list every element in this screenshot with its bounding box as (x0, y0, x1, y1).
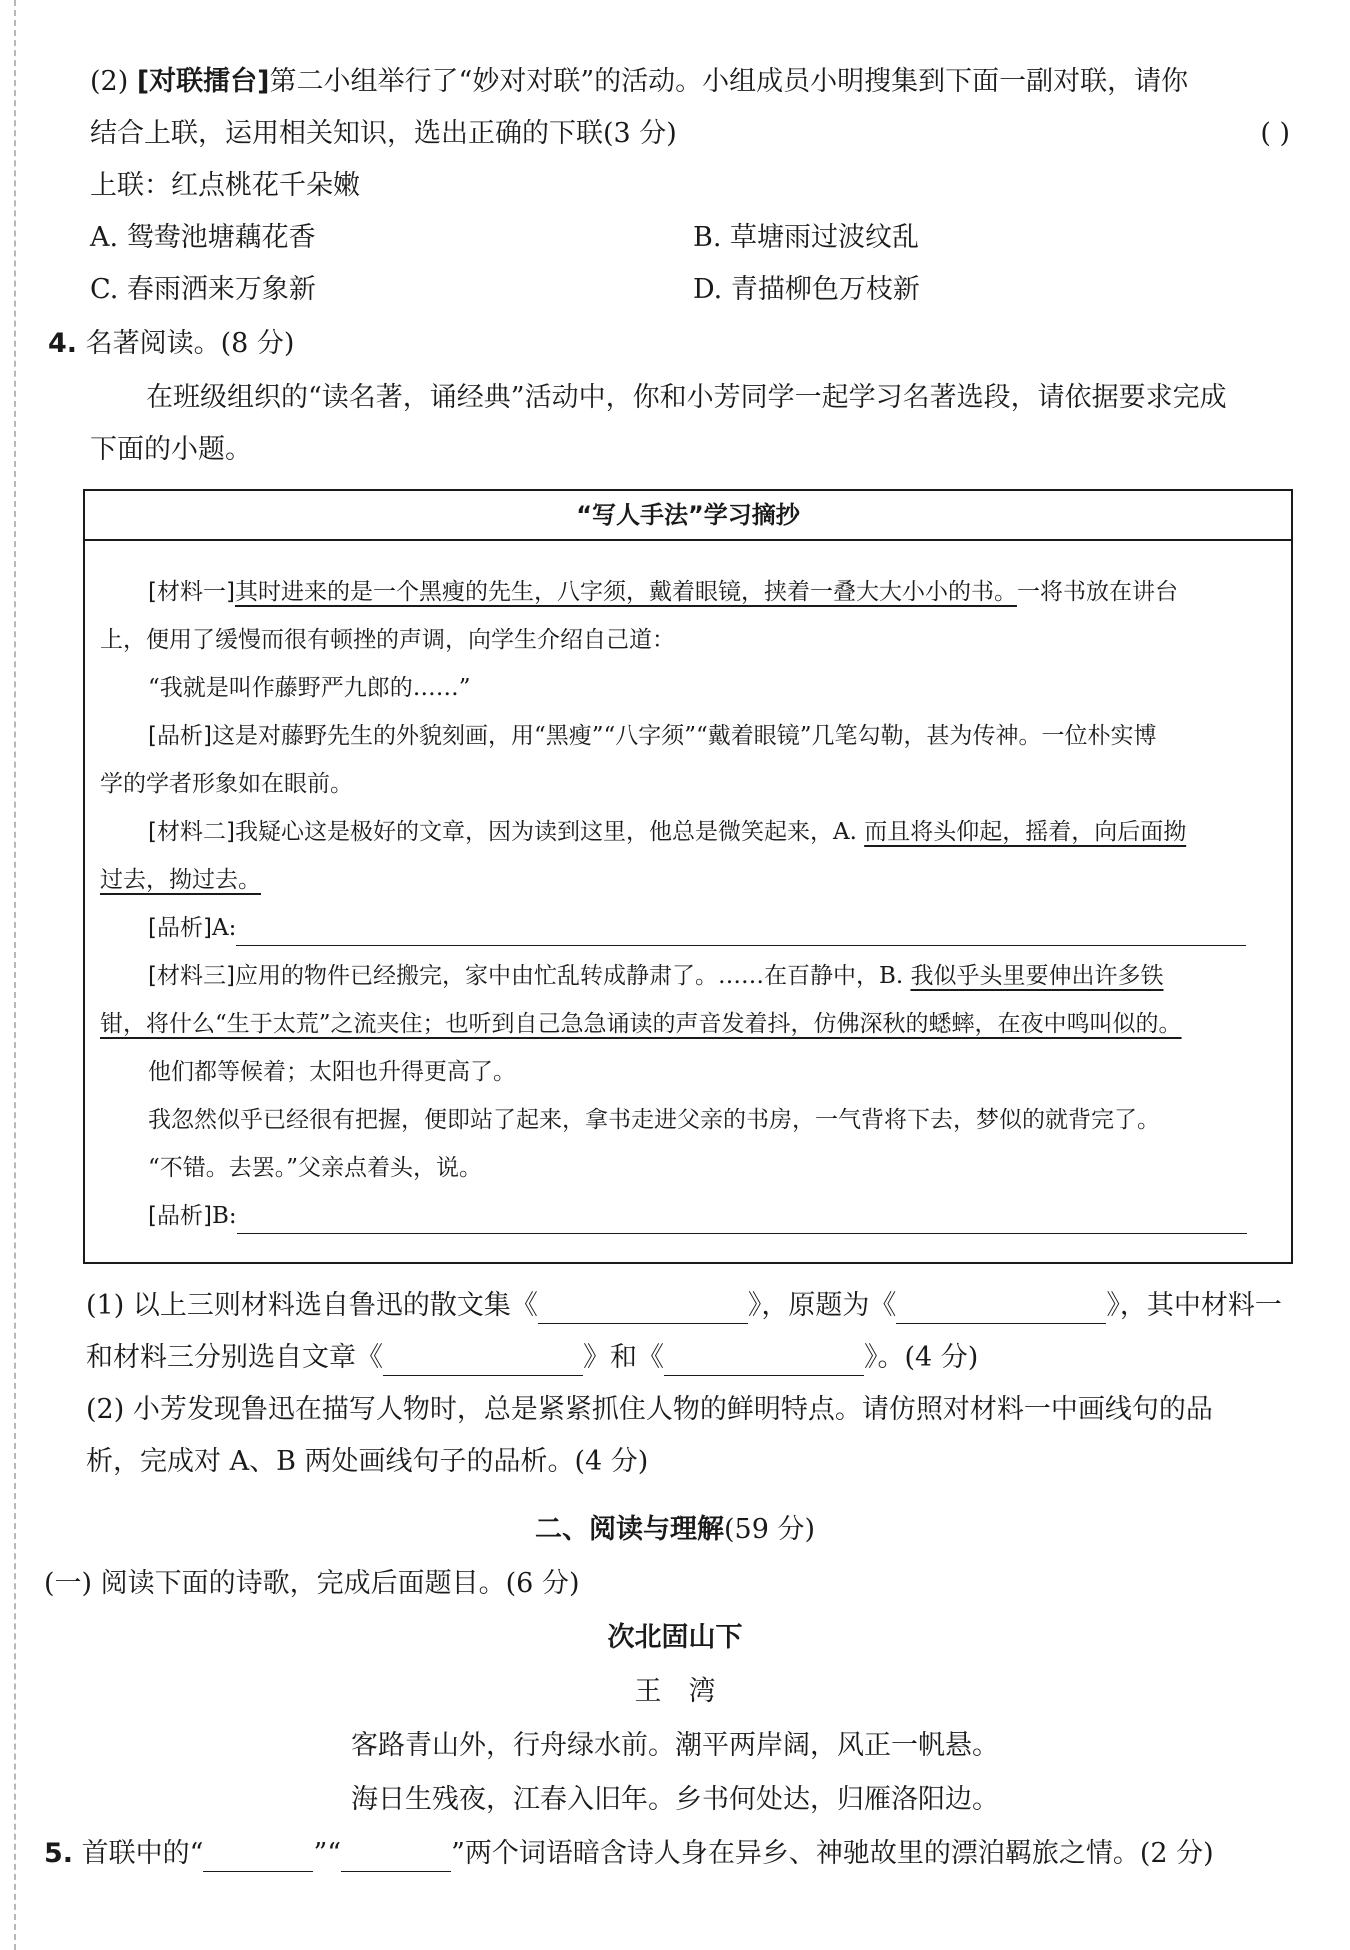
excerpt-box-title: “写人手法”学习摘抄 (85, 491, 1291, 541)
option-a: A. 鸳鸯池塘藕花香 (90, 222, 316, 253)
q5-blank-1[interactable] (203, 1843, 313, 1872)
material-3-line1: [材料三]应用的物件已经搬完，家中由忙乱转成静肃了。……在百静中，B. 我似乎头里要伸出许多铁 (148, 963, 1164, 989)
material-3-line4: 我忽然似乎已经很有把握，便即站了起来，拿书走进父亲的书房，一气背将下去，梦似的就背完了。 (148, 1107, 1160, 1133)
poem-line-2: 海日生残夜，江春入旧年。乡书何处达，归雁洛阳边。 (351, 1784, 999, 1815)
option-d: D. 青描柳色万枝新 (693, 274, 920, 305)
q4-sub1-line1: (1) 以上三则材料选自鲁迅的散文集《 》，原题为《 》，其中材料一 (86, 1288, 1282, 1324)
material-3-line3: 他们都等候着；太阳也升得更高了。 (148, 1059, 516, 1085)
material-1-underlined: 其时进来的是一个黑瘦的先生，八字须，戴着眼镜，挟着一叠大大小小的书。 (234, 579, 1017, 605)
material-2-line1: [材料二]我疑心这是极好的文章，因为读到这里，他总是微笑起来，A. 而且将头仰起，摇着，向后面拗 (148, 819, 1187, 845)
analysis-b-answer-line[interactable] (237, 1205, 1247, 1234)
material-1-line3: “我就是叫作藤野严九郎的……” (148, 675, 471, 701)
collection-title-blank[interactable] (538, 1295, 748, 1324)
q4-sub2-line2: 析，完成对 A、B 两处画线句子的品析。(4 分) (86, 1446, 649, 1477)
q4-sub2-line1: (2) 小芳发现鲁迅在描写人物时，总是紧紧抓住人物的鲜明特点。请仿照对材料一中画线句的品 (86, 1394, 1213, 1425)
material-3-tag: [材料三] (148, 963, 235, 989)
upper-couplet: 上联：红点桃花千朵嫩 (90, 170, 360, 201)
analysis-b-row: [品析]B: (148, 1198, 1247, 1234)
answer-paren: ( ) (1260, 118, 1290, 149)
material-1-tag: [材料一] (148, 579, 235, 605)
q4-intro-line1: 在班级组织的“读名著，诵经典”活动中，你和小芳同学一起学习名著选段，请依据要求完成 (146, 382, 1227, 413)
section-2-heading: 二、阅读与理解(59 分) (534, 1514, 815, 1545)
original-title-blank[interactable] (896, 1295, 1106, 1324)
section-2-part-1: (一) 阅读下面的诗歌，完成后面题目。(6 分) (44, 1568, 580, 1599)
question-number: 4. (48, 328, 78, 359)
binding-margin-line (14, 0, 16, 1950)
couplet-tag: [对联擂台] (136, 66, 270, 97)
material-2-line2: 过去，拗过去。 (100, 867, 261, 893)
material-2-underlined: 而且将头仰起，摇着，向后面拗 (864, 819, 1187, 845)
material-3-line2: 钳，将什么“生于太荒”之流夹住；也听到自己急急诵读的声音发着抖，仿佛深秋的蟋蟀，在夜中鸣叫似的。 (100, 1011, 1182, 1037)
material-3-line5: “不错。去罢。”父亲点着头，说。 (148, 1155, 483, 1181)
analysis-1-line2: 学的学者形象如在眼前。 (100, 771, 353, 797)
q5-line: 5. 首联中的“ ”“ ”两个词语暗含诗人身在异乡、神驰故里的漂泊羁旅之情。(2 分) (44, 1836, 1214, 1872)
poem-title: 次北固山下 (607, 1622, 743, 1653)
analysis-a-answer-line[interactable] (236, 917, 1246, 946)
poem-author: 王 湾 (634, 1676, 716, 1707)
q4-intro-line2: 下面的小题。 (90, 434, 252, 465)
q3-2-line2: 结合上联，运用相关知识，选出正确的下联(3 分) ( ) (90, 116, 1300, 152)
question-number: 5. (44, 1838, 74, 1869)
material-2-tag: [材料二] (148, 819, 235, 845)
article-3-blank[interactable] (664, 1347, 864, 1376)
q4-sub1-line2: 和材料三分别选自文章《 》和《 》。(4 分) (86, 1340, 978, 1376)
article-1-blank[interactable] (383, 1347, 583, 1376)
poem-line-1: 客路青山外，行舟绿水前。潮平两岸阔，风正一帆悬。 (351, 1730, 999, 1761)
analysis-a-row: [品析]A: (148, 910, 1246, 946)
analysis-tag: [品析] (148, 723, 212, 749)
material-1-line1: [材料一]其时进来的是一个黑瘦的先生，八字须，戴着眼镜，挟着一叠大大小小的书。一将书放在讲台 (148, 579, 1178, 605)
q4-title: 4. 名著阅读。(8 分) (48, 328, 295, 359)
analysis-1-line1: [品析]这是对藤野先生的外貌刻画，用“黑瘦”“八字须”“戴着眼镜”几笔勾勒，甚为传神。一位朴实博 (148, 723, 1157, 749)
q3-2-line1: (2) [对联擂台]第二小组举行了“妙对对联”的活动。小组成员小明搜集到下面一副对联，请你 (90, 66, 1189, 97)
material-3-underlined: 我似乎头里要伸出许多铁 (910, 963, 1164, 989)
material-1-line2: 上，便用了缓慢而很有顿挫的声调，向学生介绍自己道： (100, 627, 675, 653)
option-c: C. 春雨洒来万象新 (90, 274, 316, 305)
q5-blank-2[interactable] (341, 1843, 451, 1872)
option-b: B. 草塘雨过波纹乱 (693, 222, 920, 253)
